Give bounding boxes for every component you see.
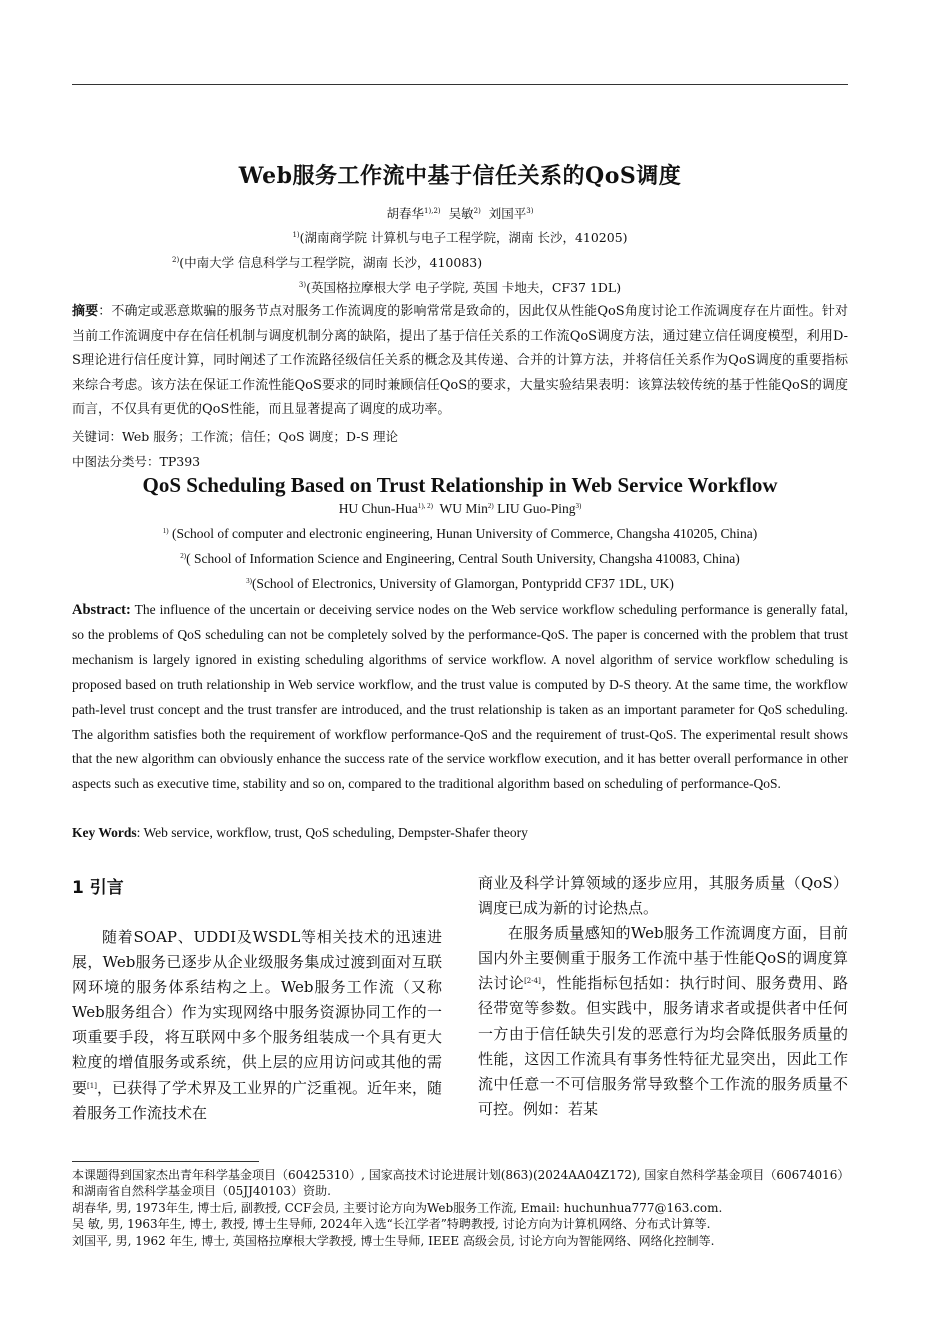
keywords-zh: 关键词：Web 服务；工作流；信任；QoS 调度；D-S 理论	[72, 429, 399, 444]
abstract-en-text: The influence of the uncertain or deceiving service nodes on the Web service workflow scheduling performance is generally fatal, so the problems of QoS scheduling can not be completely solved by the performance-QoS. The paper is concerned with the problem that trust mechanism is largely ignored in existing scheduling algorithms of service workflow. A novel algorithm of service workflow scheduling is proposed based on truth relationship in Web service workflow, and the trust value is computed by D-S theory. At the same time, the workflow path-level trust concept and the trust transfer are introduced, and the trust relationship is taken as an important parameter for QoS scheduling. The algorithm satisfies both the requirement of workflow performance-QoS and the requirement of trust-QoS. The experimental result shows that the new algorithm can obviously enhance the success rate of the service workflow execution, and it has better overall performance in other aspects such as executive time, stability and so on, compared to the traditional algorithm based on scheduling of performance-QoS.	[72, 602, 848, 792]
paper-title-en: QoS Scheduling Based on Trust Relationship in Web Service Workflow	[142, 473, 778, 497]
aff-sup: 3)	[298, 281, 307, 289]
author-sup: 3)	[575, 502, 582, 510]
footnote-author-2: 吴 敏, 男, 1963年生, 博士, 教授, 博士生导师, 2024年入选“长江学者”特聘教授, 讨论方向为计算机网络、分布式计算等.	[72, 1217, 711, 1232]
abstract-en	[72, 598, 848, 797]
author-sup: 2)	[487, 502, 494, 510]
author-name: 胡春华	[386, 206, 425, 221]
header-rule	[72, 84, 848, 85]
keywords-en	[72, 825, 528, 841]
authors-zh	[72, 204, 848, 222]
aff-text: (School of computer and electronic engineering, Hunan University of Commerce, Changsha 410205, China)	[168, 526, 758, 541]
footnote-author-3: 刘国平, 男, 1962 年生, 博士, 英国格拉摩根大学教授, 博士生导师, IEEE 高级会员, 讨论方向为智能网络、网络化控制等.	[72, 1233, 715, 1248]
body-column-left	[72, 925, 442, 1126]
abstract-zh-sep: ：	[98, 304, 112, 319]
aff-sup: 1)	[162, 527, 169, 535]
abstract-zh-text: 不确定或恶意欺骗的服务节点对服务工作流调度的影响常常是致命的，因此仅从性能QoS角度讨论工作流调度存在片面性。针对当前工作流调度中存在信任机制与调度机制分离的缺陷，提出了基于信任关系的工作流QoS调度方法，通过建立信任调度模型，利用D-S理论进行信任度计算，同时阐述了工作流路径级信任关系的概念及其传递、合并的计算方法，并将信任关系作为QoS调度的重要指标来综合考虑。该方法在保证工作流性能QoS要求的同时兼顾信任QoS的要求，大量实验结果表明：该算法较传统的基于性能QoS的调度而言，不仅具有更优的QoS性能，而且显著提高了调度的成功率。	[72, 304, 848, 418]
aff-sup: 3)	[246, 577, 252, 585]
author-name: LIU Guo-Ping	[497, 501, 576, 516]
citation-ref: [2-4]	[524, 977, 541, 986]
classification-zh: 中图法分类号：TP393	[72, 454, 201, 469]
paragraph-text: ，性能指标包括如：执行时间、服务费用、路径带宽等参数。但实践中，服务请求者或提供者中任何一方由于信任缺失引发的恶意行为均会降低服务质量的性能，这因工作流具有事务性特征尤显突出，因此工作流中任意一不可信服务常导致整个工作流的服务质量不可控。例如：若某	[478, 974, 848, 1118]
footnote-author-1: 胡春华, 男, 1973年生, 博士后, 副教授, CCF会员, 主要讨论方向为Web服务工作流, Email: huchunhua777@163.com.	[72, 1200, 723, 1215]
author-name: WU Min	[439, 501, 488, 516]
paper-title-zh: Web服务工作流中基于信任关系的QoS调度	[238, 163, 682, 189]
affiliation-zh-3	[72, 278, 848, 296]
aff-text: ( School of Information Science and Engineering, Central South University, Changsha 410083, China)	[186, 551, 740, 566]
abstract-zh	[72, 300, 848, 423]
authors-en	[72, 501, 848, 517]
paragraph: 商业及科学计算领域的逐步应用，其服务质量（QoS）调度已成为新的讨论热点。	[478, 874, 848, 918]
aff-sup: 2)	[172, 256, 180, 264]
body-column-right	[478, 871, 848, 1122]
abstract-zh-label: 摘要	[72, 304, 99, 319]
affiliation-en-3	[72, 576, 848, 592]
author-sup: 1),2)	[424, 207, 441, 215]
footnote-rule	[72, 1161, 259, 1162]
paragraph-text: ，已获得了学术界及工业界的广泛重视。近年来，随着服务工作流技术在	[72, 1078, 442, 1122]
footnotes	[72, 1167, 848, 1249]
affiliation-zh-1	[72, 228, 848, 246]
citation-ref: [1]	[87, 1081, 97, 1090]
aff-sup: 2)	[180, 552, 187, 560]
aff-sup: 1)	[292, 231, 300, 239]
aff-text: (英国格拉摩根大学 电子学院, 英国 卡地夫，CF37 1DL)	[306, 280, 622, 295]
affiliation-zh-2	[172, 253, 482, 271]
keywords-en-label: Key Words	[72, 825, 137, 840]
author-name: HU Chun-Hua	[338, 501, 418, 516]
keywords-en-text: : Web service, workflow, trust, QoS scheduling, Dempster-Shafer theory	[136, 825, 528, 840]
abstract-en-label: Abstract:	[72, 602, 131, 618]
aff-text: (School of Electronics, University of Glamorgan, Pontypridd CF37 1DL, UK)	[251, 576, 674, 591]
affiliation-en-2	[72, 551, 848, 567]
paragraph-text: 在服务质量感知的Web服务工作流调度方面，目前国内外主要侧重于服务工作流中基于性能QoS的调度算法讨论	[478, 924, 848, 993]
aff-text: (湖南商学院 计算机与电子工程学院，湖南 长沙，410205)	[299, 230, 628, 245]
paragraph	[72, 925, 442, 1126]
affiliation-en-1	[72, 526, 848, 542]
author-sup: 1), 2)	[417, 502, 433, 510]
author-sup: 3)	[526, 207, 534, 215]
paragraph-text: 随着SOAP、UDDI及WSDL等相关技术的迅速进展，Web服务已逐步从企业级服务集成过渡到面对互联网环境的服务体系结构之上。Web服务工作流（又称Web服务组合）作为实现网络中服务资源协同工作的一项重要手段，将互联网中多个服务组装成一个具有更大粒度的增值服务或系统，供上层的应用访问或其他的需要	[72, 928, 442, 1097]
author-name: 刘国平	[488, 206, 527, 221]
aff-text: (中南大学 信息科学与工程学院，湖南 长沙，410083)	[179, 255, 483, 270]
paragraph	[478, 921, 848, 1122]
author-sup: 2)	[473, 207, 481, 215]
section-heading: 1 引言	[72, 878, 124, 898]
footnote-funding: 本课题得到国家杰出青年科学基金项目（60425310）, 国家高技术讨论进展计划(863)(2024AA04Z172), 国家自然科学基金项目（60674016）和湖南省自然科学基金项目（05JJ40103）资助.	[72, 1168, 844, 1199]
author-name: 吴敏	[448, 206, 474, 221]
